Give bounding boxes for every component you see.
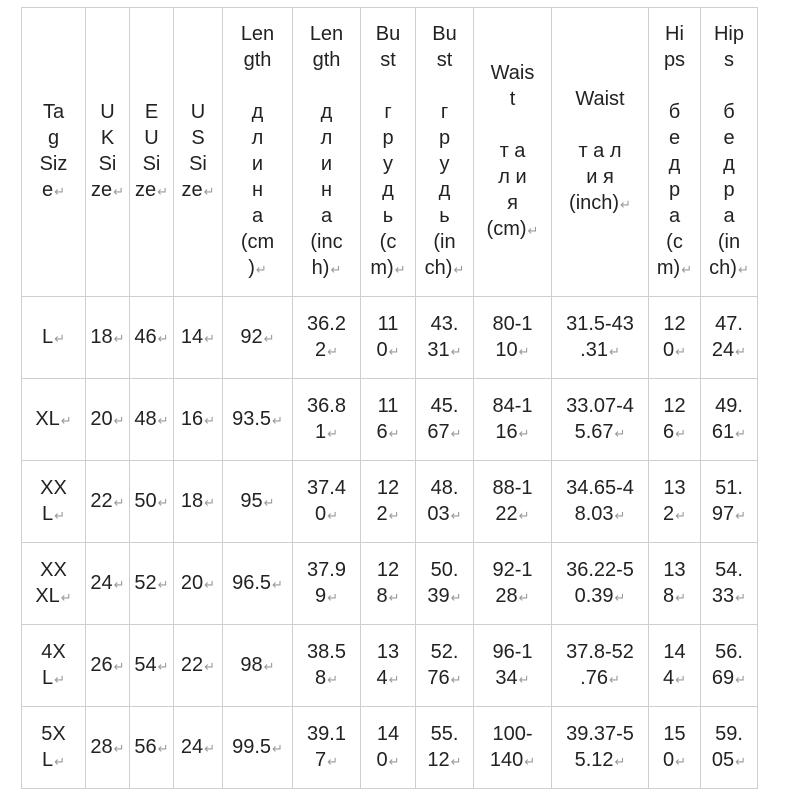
return-mark-icon: ↵ <box>54 330 66 346</box>
cell-value: 48. 03↵ <box>427 476 462 525</box>
return-mark-icon: ↵ <box>157 740 169 756</box>
table-cell <box>293 297 361 379</box>
table-cell <box>293 543 361 625</box>
table-cell <box>474 379 552 461</box>
cell-value: 15 0↵ <box>662 722 687 771</box>
return-mark-icon: ↵ <box>157 412 169 428</box>
return-mark-icon: ↵ <box>527 223 539 238</box>
table-cell <box>223 707 293 789</box>
header-text: Ta g Siz e↵ <box>39 101 68 201</box>
cell-value: 93.5↵ <box>232 407 283 430</box>
table-cell <box>474 297 552 379</box>
cell-value: 50↵ <box>134 489 169 512</box>
return-mark-icon: ↵ <box>675 507 687 523</box>
return-mark-icon: ↵ <box>327 671 339 687</box>
table-cell <box>701 461 758 543</box>
cell-value: 14 0↵ <box>376 722 400 771</box>
table-cell <box>361 461 416 543</box>
cell-value: 12 2↵ <box>376 476 400 525</box>
table-cell <box>416 461 474 543</box>
cell-value: 13 8↵ <box>662 558 687 607</box>
table-cell <box>223 297 293 379</box>
return-mark-icon: ↵ <box>450 507 462 523</box>
cell-value: 11 6↵ <box>376 394 400 443</box>
table-cell <box>361 625 416 707</box>
cell-value: XX XL↵ <box>35 558 72 607</box>
cell-value: 12 0↵ <box>662 312 687 361</box>
table-cell <box>361 707 416 789</box>
table-cell <box>649 379 701 461</box>
table-cell <box>361 379 416 461</box>
cell-value: 84-1 16↵ <box>492 394 533 443</box>
table-cell <box>293 379 361 461</box>
table-cell <box>552 707 649 789</box>
cell-value: 13 4↵ <box>376 640 400 689</box>
return-mark-icon: ↵ <box>737 262 749 277</box>
header-length-cm <box>223 8 293 297</box>
header-text: U K Si ze↵ <box>90 101 125 201</box>
table-body <box>22 297 758 789</box>
return-mark-icon: ↵ <box>255 262 267 277</box>
table-cell <box>552 461 649 543</box>
return-mark-icon: ↵ <box>157 494 169 510</box>
return-mark-icon: ↵ <box>388 589 400 605</box>
header-eu-size <box>130 8 174 297</box>
return-mark-icon: ↵ <box>204 658 216 674</box>
cell-value: 5X L↵ <box>41 722 66 771</box>
table-cell <box>130 379 174 461</box>
return-mark-icon: ↵ <box>735 671 747 687</box>
return-mark-icon: ↵ <box>113 576 125 592</box>
cell-value: 56. 69↵ <box>711 640 747 689</box>
cell-value: 16↵ <box>180 407 216 430</box>
return-mark-icon: ↵ <box>675 425 687 441</box>
table-cell <box>416 543 474 625</box>
table-cell <box>293 625 361 707</box>
return-mark-icon: ↵ <box>735 753 747 769</box>
return-mark-icon: ↵ <box>272 740 283 756</box>
return-mark-icon: ↵ <box>681 262 693 277</box>
return-mark-icon: ↵ <box>263 494 275 510</box>
cell-value: 52↵ <box>134 571 169 594</box>
table-cell <box>22 461 86 543</box>
table-cell <box>223 379 293 461</box>
cell-value: 56↵ <box>134 735 169 758</box>
return-mark-icon: ↵ <box>614 753 626 769</box>
return-mark-icon: ↵ <box>327 753 339 769</box>
return-mark-icon: ↵ <box>735 343 747 359</box>
cell-value: 22↵ <box>180 653 216 676</box>
table-cell <box>701 625 758 707</box>
table-cell <box>22 543 86 625</box>
cell-value: 96-1 34↵ <box>492 640 533 689</box>
table-cell <box>223 543 293 625</box>
return-mark-icon: ↵ <box>203 184 215 199</box>
return-mark-icon: ↵ <box>735 507 747 523</box>
table-cell <box>130 625 174 707</box>
return-mark-icon: ↵ <box>614 425 626 441</box>
return-mark-icon: ↵ <box>204 494 216 510</box>
return-mark-icon: ↵ <box>327 425 339 441</box>
table-cell <box>416 297 474 379</box>
cell-value: 80-1 10↵ <box>492 312 533 361</box>
cell-value: 52. 76↵ <box>427 640 462 689</box>
return-mark-icon: ↵ <box>113 412 125 428</box>
cell-value: 34.65-4 8.03↵ <box>566 476 634 525</box>
table-cell <box>130 297 174 379</box>
return-mark-icon: ↵ <box>518 507 530 523</box>
return-mark-icon: ↵ <box>675 343 687 359</box>
return-mark-icon: ↵ <box>157 184 169 199</box>
table-cell <box>552 543 649 625</box>
cell-value: 38.5 8↵ <box>307 640 346 689</box>
return-mark-icon: ↵ <box>204 330 216 346</box>
cell-value: 54. 33↵ <box>711 558 747 607</box>
cell-value: 36.22-5 0.39↵ <box>566 558 634 607</box>
return-mark-icon: ↵ <box>330 262 342 277</box>
return-mark-icon: ↵ <box>450 425 462 441</box>
table-cell <box>86 625 130 707</box>
cell-value: 14↵ <box>180 325 216 348</box>
table-cell <box>86 543 130 625</box>
cell-value: 59. 05↵ <box>711 722 747 771</box>
cell-value: 49. 61↵ <box>711 394 747 443</box>
table-header <box>22 8 758 297</box>
cell-value: 43. 31↵ <box>427 312 462 361</box>
cell-value: 54↵ <box>134 653 169 676</box>
return-mark-icon: ↵ <box>272 412 283 428</box>
header-tag-size <box>22 8 86 297</box>
table-cell <box>701 707 758 789</box>
table-cell <box>130 543 174 625</box>
table-cell <box>649 461 701 543</box>
table-cell <box>174 625 223 707</box>
cell-value: 11 0↵ <box>376 312 400 361</box>
header-uk-size <box>86 8 130 297</box>
table-row <box>22 707 758 789</box>
table-cell <box>174 379 223 461</box>
return-mark-icon: ↵ <box>157 658 169 674</box>
table-cell <box>86 707 130 789</box>
return-mark-icon: ↵ <box>388 507 400 523</box>
cell-value: 37.4 0↵ <box>307 476 346 525</box>
table-cell <box>86 461 130 543</box>
table-cell <box>474 543 552 625</box>
table-cell <box>174 543 223 625</box>
header-text: Waist т а л и я (inch)↵ <box>569 88 631 214</box>
cell-value: 18↵ <box>180 489 216 512</box>
table-cell <box>130 707 174 789</box>
table-row <box>22 379 758 461</box>
table-cell <box>22 625 86 707</box>
return-mark-icon: ↵ <box>157 576 169 592</box>
table-cell <box>22 707 86 789</box>
return-mark-icon: ↵ <box>518 589 530 605</box>
table-row <box>22 461 758 543</box>
return-mark-icon: ↵ <box>113 494 125 510</box>
cell-value: 28↵ <box>90 735 125 758</box>
return-mark-icon: ↵ <box>608 671 620 687</box>
return-mark-icon: ↵ <box>60 412 72 428</box>
table-row <box>22 543 758 625</box>
cell-value: 20↵ <box>180 571 216 594</box>
cell-value: 20↵ <box>90 407 125 430</box>
table-cell <box>223 461 293 543</box>
cell-value: 47. 24↵ <box>711 312 747 361</box>
table-cell <box>552 297 649 379</box>
cell-value: 51. 97↵ <box>711 476 747 525</box>
cell-value: 92↵ <box>240 325 275 348</box>
return-mark-icon: ↵ <box>388 753 400 769</box>
table-cell <box>130 461 174 543</box>
table-cell <box>361 543 416 625</box>
table-cell <box>22 297 86 379</box>
cell-value: XL↵ <box>35 407 72 430</box>
return-mark-icon: ↵ <box>394 262 406 277</box>
return-mark-icon: ↵ <box>113 740 125 756</box>
header-length-inch <box>293 8 361 297</box>
cell-value: 24↵ <box>90 571 125 594</box>
return-mark-icon: ↵ <box>113 658 125 674</box>
table-cell <box>86 379 130 461</box>
return-mark-icon: ↵ <box>620 197 631 212</box>
cell-value: 22↵ <box>90 489 125 512</box>
return-mark-icon: ↵ <box>608 343 620 359</box>
cell-value: 13 2↵ <box>662 476 687 525</box>
table-cell <box>174 461 223 543</box>
table-cell <box>174 707 223 789</box>
cell-value: 12 8↵ <box>376 558 400 607</box>
table-row <box>22 625 758 707</box>
return-mark-icon: ↵ <box>54 184 66 199</box>
header-text: U S Si ze↵ <box>181 101 215 201</box>
cell-value: 99.5↵ <box>232 735 283 758</box>
cell-value: 95↵ <box>240 489 275 512</box>
return-mark-icon: ↵ <box>735 425 747 441</box>
cell-value: 50. 39↵ <box>427 558 462 607</box>
cell-value: 31.5-43 .31↵ <box>566 312 634 361</box>
return-mark-icon: ↵ <box>450 589 462 605</box>
header-us-size <box>174 8 223 297</box>
return-mark-icon: ↵ <box>518 671 530 687</box>
cell-value: 48↵ <box>134 407 169 430</box>
cell-value: 98↵ <box>240 653 275 676</box>
cell-value: 36.2 2↵ <box>307 312 346 361</box>
return-mark-icon: ↵ <box>450 671 462 687</box>
cell-value: 33.07-4 5.67↵ <box>566 394 634 443</box>
cell-value: 18↵ <box>90 325 125 348</box>
cell-value: 55. 12↵ <box>427 722 462 771</box>
table-cell <box>474 625 552 707</box>
header-text: E U Si ze↵ <box>134 101 169 201</box>
header-hips-inch <box>701 8 758 297</box>
cell-value: 12 6↵ <box>662 394 687 443</box>
return-mark-icon: ↵ <box>60 589 72 605</box>
cell-value: 88-1 22↵ <box>492 476 533 525</box>
return-mark-icon: ↵ <box>54 671 66 687</box>
table-cell <box>701 297 758 379</box>
header-row <box>22 8 758 297</box>
return-mark-icon: ↵ <box>54 753 66 769</box>
return-mark-icon: ↵ <box>518 425 530 441</box>
cell-value: 92-1 28↵ <box>492 558 533 607</box>
table-cell <box>701 379 758 461</box>
table-cell <box>474 461 552 543</box>
header-hips-cm <box>649 8 701 297</box>
return-mark-icon: ↵ <box>450 753 462 769</box>
table-cell <box>649 707 701 789</box>
cell-value: 39.37-5 5.12↵ <box>566 722 634 771</box>
cell-value: 100- 140↵ <box>489 722 536 771</box>
header-text: Hip s б е д р а (in ch)↵ <box>709 23 749 279</box>
table-cell <box>86 297 130 379</box>
return-mark-icon: ↵ <box>453 262 465 277</box>
return-mark-icon: ↵ <box>675 671 687 687</box>
table-cell <box>416 379 474 461</box>
cell-value: 96.5↵ <box>232 571 283 594</box>
return-mark-icon: ↵ <box>263 658 275 674</box>
return-mark-icon: ↵ <box>675 589 687 605</box>
return-mark-icon: ↵ <box>675 753 687 769</box>
table-cell <box>416 625 474 707</box>
return-mark-icon: ↵ <box>388 425 400 441</box>
return-mark-icon: ↵ <box>327 589 339 605</box>
return-mark-icon: ↵ <box>113 184 125 199</box>
return-mark-icon: ↵ <box>388 671 400 687</box>
return-mark-icon: ↵ <box>204 740 216 756</box>
table-row <box>22 297 758 379</box>
cell-value: 24↵ <box>180 735 216 758</box>
cell-value: 39.1 7↵ <box>307 722 346 771</box>
cell-value: 14 4↵ <box>662 640 687 689</box>
size-chart-table <box>21 7 758 789</box>
return-mark-icon: ↵ <box>204 412 216 428</box>
table-cell <box>649 543 701 625</box>
header-text: Len gth д л и н а (inc h)↵ <box>309 23 344 279</box>
return-mark-icon: ↵ <box>388 343 400 359</box>
return-mark-icon: ↵ <box>735 589 747 605</box>
cell-value: L↵ <box>41 325 66 348</box>
table-cell <box>649 297 701 379</box>
return-mark-icon: ↵ <box>113 330 125 346</box>
header-text: Bu st г р у д ь (in ch)↵ <box>424 23 465 279</box>
return-mark-icon: ↵ <box>614 507 626 523</box>
table-cell <box>649 625 701 707</box>
table-cell <box>552 379 649 461</box>
header-text: Bu st г р у д ь (c m)↵ <box>370 23 406 279</box>
cell-value: 46↵ <box>134 325 169 348</box>
return-mark-icon: ↵ <box>272 576 283 592</box>
return-mark-icon: ↵ <box>450 343 462 359</box>
return-mark-icon: ↵ <box>54 507 66 523</box>
table-cell <box>474 707 552 789</box>
return-mark-icon: ↵ <box>524 753 536 769</box>
header-text: Hi ps б е д р а (c m)↵ <box>656 23 693 279</box>
table-cell <box>22 379 86 461</box>
table-cell <box>293 707 361 789</box>
table-cell <box>701 543 758 625</box>
return-mark-icon: ↵ <box>204 576 216 592</box>
return-mark-icon: ↵ <box>327 507 339 523</box>
header-waist-cm <box>474 8 552 297</box>
cell-value: 45. 67↵ <box>427 394 462 443</box>
cell-value: 37.8-52 .76↵ <box>566 640 634 689</box>
table-cell <box>223 625 293 707</box>
return-mark-icon: ↵ <box>263 330 275 346</box>
table-cell <box>361 297 416 379</box>
return-mark-icon: ↵ <box>157 330 169 346</box>
cell-value: 37.9 9↵ <box>307 558 346 607</box>
return-mark-icon: ↵ <box>327 343 339 359</box>
cell-value: XX L↵ <box>40 476 67 525</box>
header-bust-inch <box>416 8 474 297</box>
table-cell <box>416 707 474 789</box>
table-cell <box>293 461 361 543</box>
return-mark-icon: ↵ <box>614 589 626 605</box>
return-mark-icon: ↵ <box>518 343 530 359</box>
cell-value: 36.8 1↵ <box>307 394 346 443</box>
table-cell <box>552 625 649 707</box>
header-text: Wais t т а л и я (cm)↵ <box>486 62 539 240</box>
cell-value: 26↵ <box>90 653 125 676</box>
header-bust-cm <box>361 8 416 297</box>
header-text: Len gth д л и н а (cm )↵ <box>240 23 275 279</box>
table-cell <box>174 297 223 379</box>
header-waist-inch <box>552 8 649 297</box>
cell-value: 4X L↵ <box>41 640 66 689</box>
